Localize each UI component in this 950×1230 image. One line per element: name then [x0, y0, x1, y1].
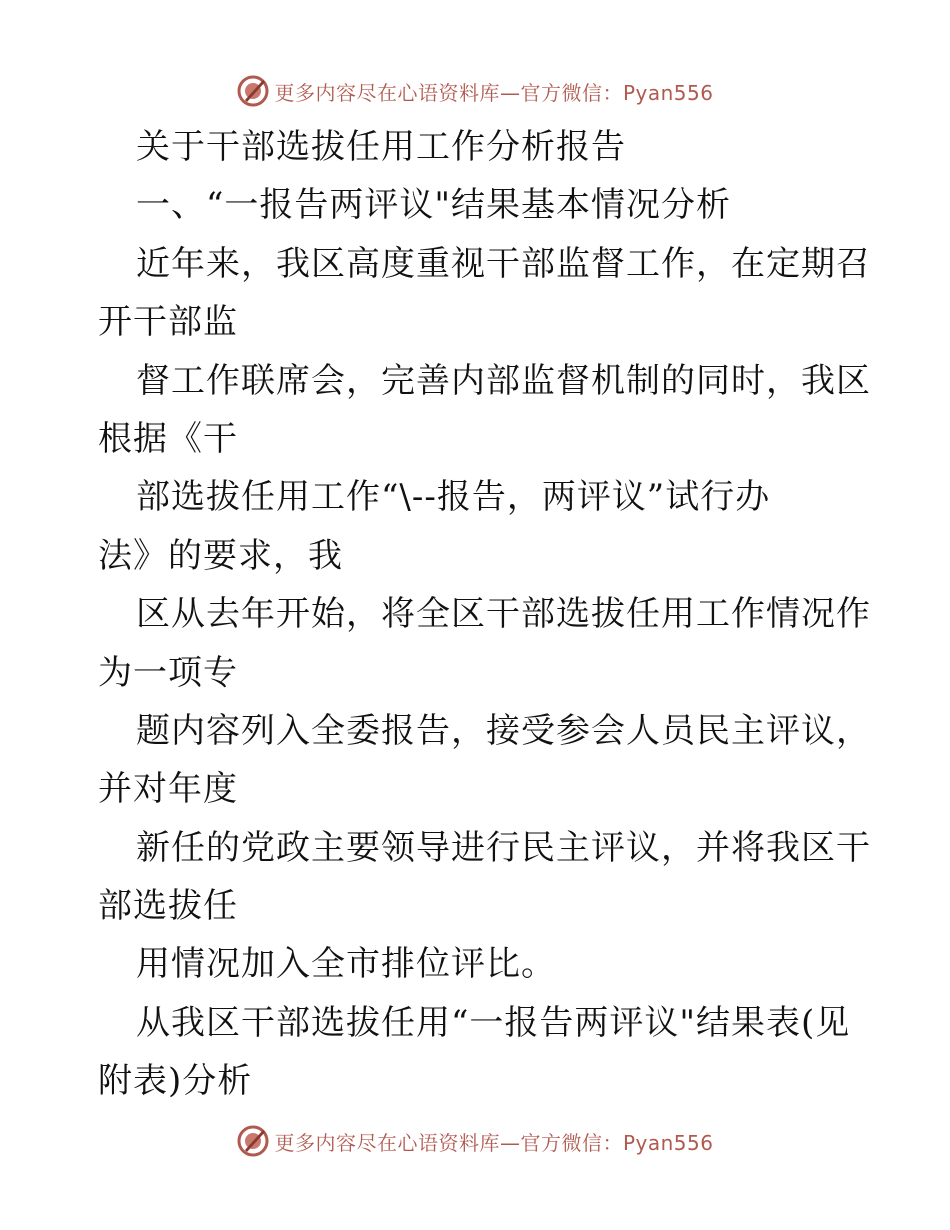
paragraph-line: 题内容列入全委报告，接受参会人员民主评议，: [136, 710, 871, 751]
document-title: 关于干部选拔任用工作分析报告: [136, 127, 626, 167]
paragraph-line: 从我区干部选拔任用“一报告两评议"结果表(见: [136, 1002, 851, 1043]
paragraph-line: 法》的要求，我: [98, 535, 343, 576]
paragraph-line: 附表)分析: [98, 1061, 253, 1102]
paragraph-line: 开干部监: [98, 302, 238, 343]
watermark-text: 更多内容尽在心语资料库—官方微信：Pyan556: [274, 80, 714, 105]
section-heading: 一、“一报告两评议"结果基本情况分析: [136, 185, 732, 226]
watermark-text: 更多内容尽在心语资料库—官方微信：Pyan556: [274, 1130, 714, 1155]
watermark-footer: [0, 1121, 950, 1161]
paragraph-line: 区从去年开始，将全区干部选拔任用工作情况作: [136, 594, 871, 635]
paragraph-line: 根据《干: [98, 418, 238, 459]
paragraph-line: 部选拔任: [98, 886, 238, 927]
paragraph-line: 新任的党政主要领导进行民主评议，并将我区干: [136, 827, 871, 868]
paragraph-line: 并对年度: [98, 769, 238, 810]
watermark-header: [0, 71, 950, 111]
paragraph-line: 近年来，我区高度重视干部监督工作，在定期召: [136, 243, 871, 284]
pen-logo-icon: [236, 1124, 270, 1158]
paragraph-line: 用情况加入全市排位评比。: [136, 944, 556, 985]
document-body: [98, 118, 871, 1111]
pen-logo-icon: [236, 74, 270, 108]
paragraph-line: 为一项专: [98, 652, 238, 693]
paragraph-line: 督工作联席会，完善内部监督机制的同时，我区: [136, 360, 871, 401]
paragraph-line: 部选拔任用工作“\--报告，两评议”试行办: [136, 477, 771, 518]
